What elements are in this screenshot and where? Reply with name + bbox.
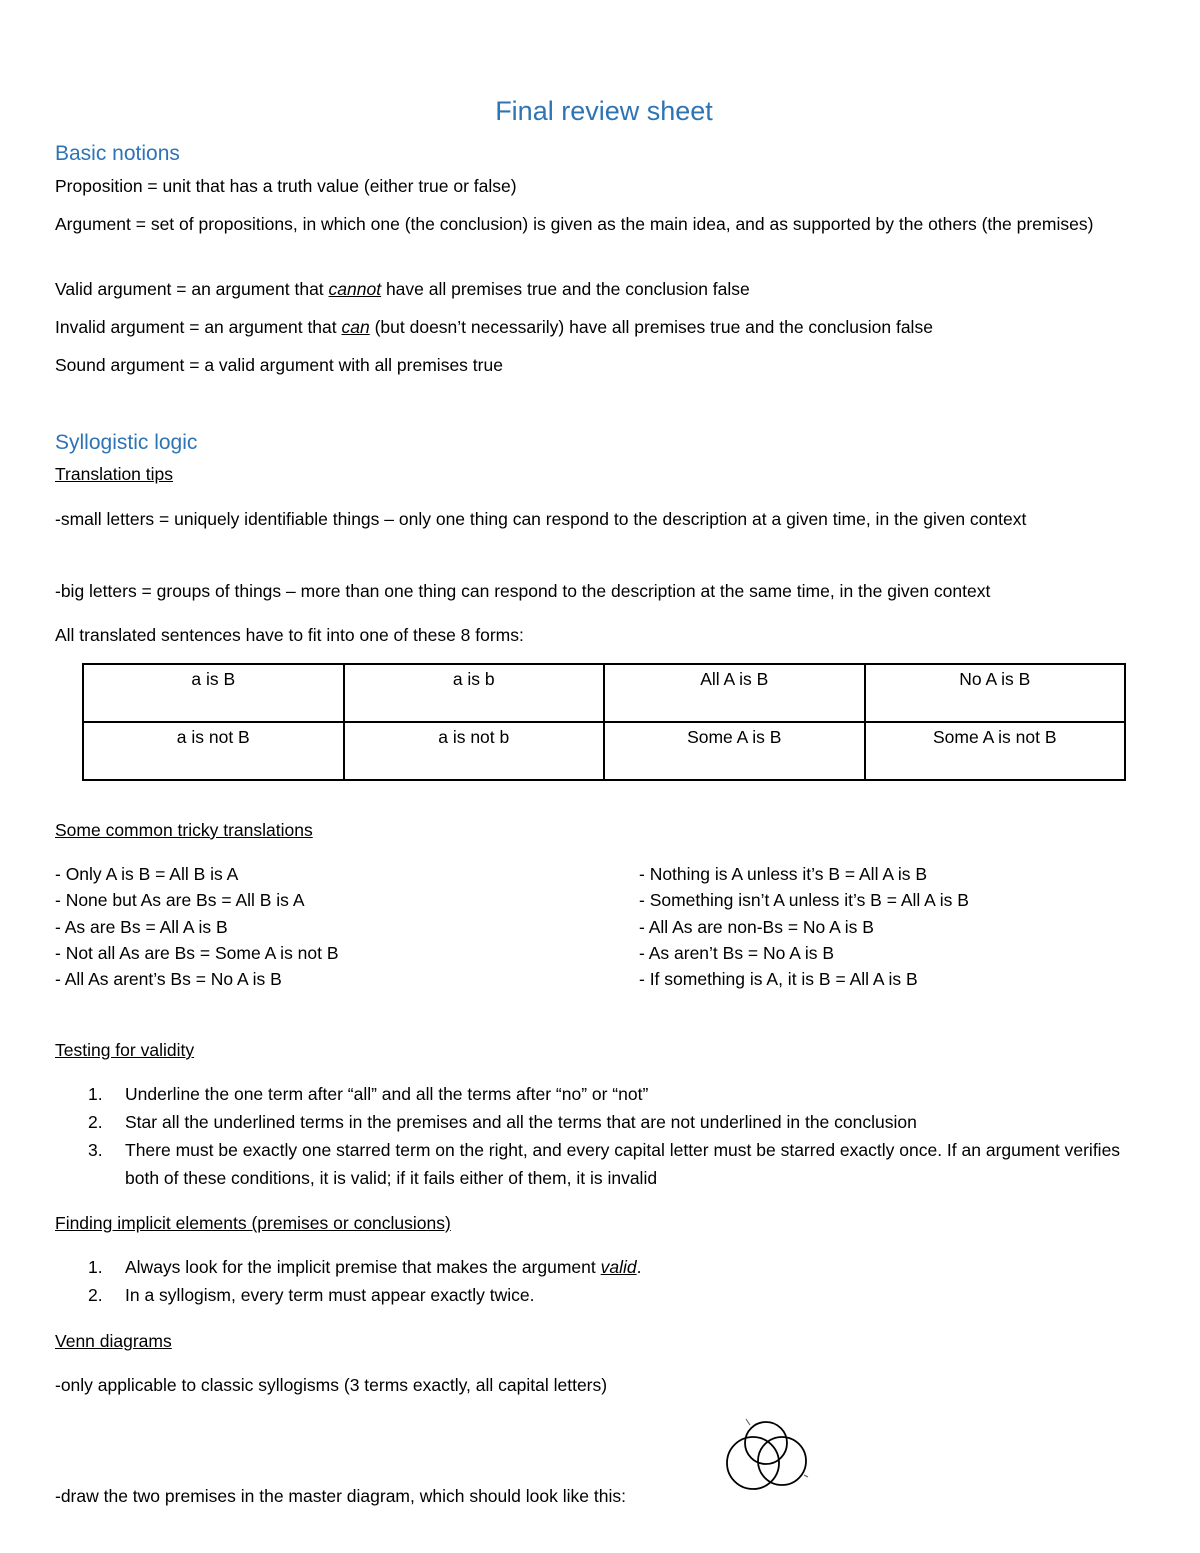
form-cell: a is b xyxy=(344,664,605,722)
tricky-item: - All As arent’s Bs = No A is B xyxy=(55,969,282,990)
argument-definition: Argument = set of propositions, in which one (the conclusion) is given as the main idea, and as supported by the others (the premises) xyxy=(55,214,1094,234)
validity-steps-list xyxy=(88,1080,1148,1192)
implicit-text-start: Always look for the implicit premise that makes the argument xyxy=(125,1257,601,1277)
form-cell: a is B xyxy=(83,664,344,722)
tricky-item: - Only A is B = All B is A xyxy=(55,864,239,884)
subheading-translation-tips: Translation tips xyxy=(55,464,174,484)
venn-rule-draw: -draw the two premises in the master diagram, which should look like this: xyxy=(55,1486,626,1506)
tricky-left-column xyxy=(55,861,339,992)
subheading-venn-diagrams: Venn diagrams xyxy=(55,1331,172,1351)
list-item xyxy=(88,1108,1148,1136)
valid-argument-definition xyxy=(55,275,750,303)
implicit-text-end: . xyxy=(636,1257,642,1277)
list-item xyxy=(88,1281,1148,1309)
list-text: In a syllogism, every term must appear exactly twice. xyxy=(125,1285,535,1305)
form-cell: a is not b xyxy=(344,722,605,780)
heading-syllogistic-logic: Syllogistic logic xyxy=(55,431,198,454)
valid-text-start: Valid argument = an argument that xyxy=(55,279,329,299)
proposition-definition: Proposition = unit that has a truth value (either true or false) xyxy=(55,176,517,196)
form-cell: All A is B xyxy=(604,664,865,722)
small-letters-rule: -small letters = uniquely identifiable things – only one thing can respond to the description at a given time, in the given context xyxy=(55,509,1027,529)
list-text: Star all the underlined terms in the premises and all the terms that are not underlined in the conclusion xyxy=(125,1112,917,1132)
subheading-testing-validity: Testing for validity xyxy=(55,1040,195,1060)
tricky-item: - If something is A, it is B = All A is B xyxy=(639,969,918,990)
tricky-item: - As aren’t Bs = No A is B xyxy=(639,942,835,963)
implicit-steps-list xyxy=(88,1253,1148,1309)
form-cell: Some A is not B xyxy=(865,722,1126,780)
list-text: Underline the one term after “all” and all the terms after “no” or “not” xyxy=(125,1084,649,1104)
subheading-tricky-translations: Some common tricky translations xyxy=(55,820,313,840)
invalid-emphasis: can xyxy=(341,317,370,337)
venn-rule-applicability: -only applicable to classic syllogisms (3 terms exactly, all capital letters) xyxy=(55,1375,608,1395)
form-cell: a is not B xyxy=(83,722,344,780)
list-item xyxy=(88,1080,1148,1108)
tricky-item: - As are Bs = All A is B xyxy=(55,916,228,937)
heading-basic-notions: Basic notions xyxy=(55,142,180,165)
tricky-item: - Not all As are Bs = Some A is not B xyxy=(55,942,339,963)
valid-text-end: have all premises true and the conclusion false xyxy=(381,279,750,299)
page-title: Final review sheet xyxy=(495,96,713,126)
venn-sketch-mark xyxy=(746,1419,750,1425)
form-cell: Some A is B xyxy=(604,722,865,780)
forms-intro: All translated sentences have to fit into one of these 8 forms: xyxy=(55,625,524,645)
list-number: 1. xyxy=(88,1084,103,1104)
list-number: 2. xyxy=(88,1112,103,1132)
tricky-item: - None but As are Bs = All B is A xyxy=(55,890,305,911)
tricky-item: - Something isn’t A unless it’s B = All A is B xyxy=(639,890,969,911)
subheading-implicit-elements: Finding implicit elements (premises or conclusions) xyxy=(55,1213,451,1233)
list-item xyxy=(88,1136,1148,1192)
venn-circle-right xyxy=(758,1437,806,1485)
tricky-item: - All As are non-Bs = No A is B xyxy=(639,916,874,937)
invalid-text-end: (but doesn’t necessarily) have all premises true and the conclusion false xyxy=(369,317,933,337)
implicit-emphasis: valid xyxy=(600,1257,637,1277)
venn-diagram-sketch xyxy=(718,1415,814,1495)
list-number: 2. xyxy=(88,1285,103,1305)
invalid-argument-definition xyxy=(55,313,933,341)
venn-sketch-mark xyxy=(804,1475,808,1477)
forms-row xyxy=(83,722,1125,780)
list-number: 1. xyxy=(88,1257,103,1277)
forms-row xyxy=(83,664,1125,722)
form-cell: No A is B xyxy=(865,664,1126,722)
forms-table xyxy=(82,663,1126,781)
tricky-item: - Nothing is A unless it’s B = All A is B xyxy=(639,864,928,884)
invalid-text-start: Invalid argument = an argument that xyxy=(55,317,342,337)
list-item xyxy=(88,1253,1148,1281)
list-text xyxy=(125,1253,1148,1281)
list-text: There must be exactly one starred term on the right, and every capital letter must be starred exactly once. If an argument verifies both of these conditions, it is valid; if it fails either of them, it is invalid xyxy=(125,1140,1121,1188)
valid-emphasis: cannot xyxy=(328,279,382,299)
sound-argument-definition: Sound argument = a valid argument with all premises true xyxy=(55,355,503,375)
tricky-right-column xyxy=(639,861,969,992)
list-number: 3. xyxy=(88,1140,103,1160)
big-letters-rule: -big letters = groups of things – more than one thing can respond to the description at the same time, in the given context xyxy=(55,581,991,601)
